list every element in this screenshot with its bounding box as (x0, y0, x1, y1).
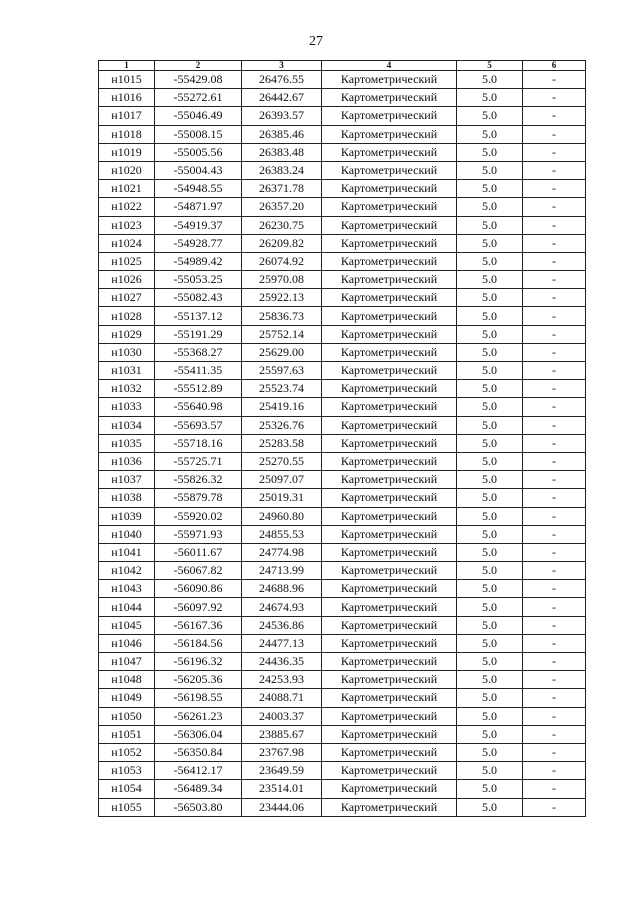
x-coordinate-cell: -54919.37 (155, 216, 242, 234)
table-row (99, 180, 586, 198)
x-coordinate-cell: -55137.12 (155, 307, 242, 325)
column-header: 5 (457, 61, 523, 71)
point-id-cell: н1019 (99, 143, 155, 161)
method-cell: Картометрический (322, 289, 457, 307)
table-row (99, 543, 586, 561)
x-coordinate-cell: -55693.57 (155, 416, 242, 434)
accuracy-cell: 5.0 (457, 580, 523, 598)
point-id-cell: н1036 (99, 452, 155, 470)
point-id-cell: н1023 (99, 216, 155, 234)
x-coordinate-cell: -55512.89 (155, 380, 242, 398)
table-row (99, 580, 586, 598)
table-row (99, 143, 586, 161)
point-id-cell: н1029 (99, 325, 155, 343)
y-coordinate-cell: 26393.57 (242, 107, 322, 125)
table-row (99, 216, 586, 234)
point-id-cell: н1021 (99, 180, 155, 198)
point-id-cell: н1051 (99, 725, 155, 743)
point-id-cell: н1048 (99, 671, 155, 689)
y-coordinate-cell: 26371.78 (242, 180, 322, 198)
note-cell: - (523, 271, 586, 289)
method-cell: Картометрический (322, 725, 457, 743)
accuracy-cell: 5.0 (457, 143, 523, 161)
x-coordinate-cell: -56184.56 (155, 634, 242, 652)
accuracy-cell: 5.0 (457, 289, 523, 307)
y-coordinate-cell: 24003.37 (242, 707, 322, 725)
x-coordinate-cell: -55053.25 (155, 271, 242, 289)
accuracy-cell: 5.0 (457, 216, 523, 234)
table-row (99, 598, 586, 616)
method-cell: Картометрический (322, 707, 457, 725)
method-cell: Картометрический (322, 362, 457, 380)
page-number: 27 (309, 34, 323, 49)
x-coordinate-cell: -56350.84 (155, 743, 242, 761)
note-cell: - (523, 616, 586, 634)
point-id-cell: н1024 (99, 234, 155, 252)
method-cell: Картометрический (322, 307, 457, 325)
accuracy-cell: 5.0 (457, 452, 523, 470)
point-id-cell: н1040 (99, 525, 155, 543)
note-cell: - (523, 543, 586, 561)
note-cell: - (523, 380, 586, 398)
method-cell: Картометрический (322, 671, 457, 689)
table-row (99, 271, 586, 289)
y-coordinate-cell: 25283.58 (242, 434, 322, 452)
method-cell: Картометрический (322, 380, 457, 398)
accuracy-cell: 5.0 (457, 307, 523, 325)
x-coordinate-cell: -54871.97 (155, 198, 242, 216)
table-row (99, 671, 586, 689)
method-cell: Картометрический (322, 743, 457, 761)
y-coordinate-cell: 24960.80 (242, 507, 322, 525)
y-coordinate-cell: 25752.14 (242, 325, 322, 343)
method-cell: Картометрический (322, 489, 457, 507)
y-coordinate-cell: 24253.93 (242, 671, 322, 689)
method-cell: Картометрический (322, 798, 457, 816)
method-cell: Картометрический (322, 234, 457, 252)
y-coordinate-cell: 24688.96 (242, 580, 322, 598)
method-cell: Картометрический (322, 216, 457, 234)
x-coordinate-cell: -56196.32 (155, 653, 242, 671)
point-id-cell: н1050 (99, 707, 155, 725)
method-cell: Картометрический (322, 507, 457, 525)
table-row (99, 362, 586, 380)
x-coordinate-cell: -55826.32 (155, 471, 242, 489)
accuracy-cell: 5.0 (457, 343, 523, 361)
y-coordinate-cell: 25922.13 (242, 289, 322, 307)
y-coordinate-cell: 26357.20 (242, 198, 322, 216)
x-coordinate-cell: -55879.78 (155, 489, 242, 507)
y-coordinate-cell: 23444.06 (242, 798, 322, 816)
point-id-cell: н1031 (99, 362, 155, 380)
point-id-cell: н1020 (99, 161, 155, 179)
table-row (99, 689, 586, 707)
y-coordinate-cell: 23767.98 (242, 743, 322, 761)
note-cell: - (523, 780, 586, 798)
note-cell: - (523, 161, 586, 179)
x-coordinate-cell: -55004.43 (155, 161, 242, 179)
accuracy-cell: 5.0 (457, 180, 523, 198)
y-coordinate-cell: 25326.76 (242, 416, 322, 434)
table-row (99, 252, 586, 270)
accuracy-cell: 5.0 (457, 362, 523, 380)
note-cell: - (523, 89, 586, 107)
y-coordinate-cell: 25523.74 (242, 380, 322, 398)
method-cell: Картометрический (322, 198, 457, 216)
table-row (99, 107, 586, 125)
accuracy-cell: 5.0 (457, 380, 523, 398)
table-body (99, 71, 586, 817)
column-header: 6 (523, 61, 586, 71)
x-coordinate-cell: -54989.42 (155, 252, 242, 270)
point-id-cell: н1026 (99, 271, 155, 289)
point-id-cell: н1017 (99, 107, 155, 125)
table-row (99, 562, 586, 580)
accuracy-cell: 5.0 (457, 798, 523, 816)
note-cell: - (523, 471, 586, 489)
table-row (99, 452, 586, 470)
point-id-cell: н1045 (99, 616, 155, 634)
method-cell: Картометрический (322, 143, 457, 161)
note-cell: - (523, 525, 586, 543)
table-row (99, 289, 586, 307)
point-id-cell: н1015 (99, 71, 155, 89)
accuracy-cell: 5.0 (457, 634, 523, 652)
note-cell: - (523, 252, 586, 270)
note-cell: - (523, 598, 586, 616)
note-cell: - (523, 434, 586, 452)
x-coordinate-cell: -55005.56 (155, 143, 242, 161)
accuracy-cell: 5.0 (457, 252, 523, 270)
method-cell: Картометрический (322, 634, 457, 652)
note-cell: - (523, 198, 586, 216)
point-id-cell: н1022 (99, 198, 155, 216)
accuracy-cell: 5.0 (457, 271, 523, 289)
accuracy-cell: 5.0 (457, 325, 523, 343)
y-coordinate-cell: 26385.46 (242, 125, 322, 143)
method-cell: Картометрический (322, 780, 457, 798)
point-id-cell: н1046 (99, 634, 155, 652)
accuracy-cell: 5.0 (457, 525, 523, 543)
table-row (99, 434, 586, 452)
table-header-row (99, 61, 586, 71)
note-cell: - (523, 562, 586, 580)
point-id-cell: н1033 (99, 398, 155, 416)
y-coordinate-cell: 25629.00 (242, 343, 322, 361)
note-cell: - (523, 216, 586, 234)
point-id-cell: н1027 (99, 289, 155, 307)
table-row (99, 507, 586, 525)
method-cell: Картометрический (322, 325, 457, 343)
table-row (99, 743, 586, 761)
coordinates-table (98, 60, 586, 817)
note-cell: - (523, 307, 586, 325)
note-cell: - (523, 71, 586, 89)
point-id-cell: н1047 (99, 653, 155, 671)
note-cell: - (523, 798, 586, 816)
method-cell: Картометрический (322, 653, 457, 671)
note-cell: - (523, 762, 586, 780)
point-id-cell: н1052 (99, 743, 155, 761)
x-coordinate-cell: -56489.34 (155, 780, 242, 798)
column-header: 2 (155, 61, 242, 71)
table-row (99, 489, 586, 507)
table-row (99, 707, 586, 725)
x-coordinate-cell: -56306.04 (155, 725, 242, 743)
y-coordinate-cell: 24477.13 (242, 634, 322, 652)
point-id-cell: н1042 (99, 562, 155, 580)
y-coordinate-cell: 25419.16 (242, 398, 322, 416)
point-id-cell: н1034 (99, 416, 155, 434)
note-cell: - (523, 507, 586, 525)
table-row (99, 398, 586, 416)
method-cell: Картометрический (322, 598, 457, 616)
note-cell: - (523, 325, 586, 343)
y-coordinate-cell: 25970.08 (242, 271, 322, 289)
point-id-cell: н1043 (99, 580, 155, 598)
table-row (99, 343, 586, 361)
method-cell: Картометрический (322, 452, 457, 470)
accuracy-cell: 5.0 (457, 762, 523, 780)
note-cell: - (523, 125, 586, 143)
y-coordinate-cell: 24774.98 (242, 543, 322, 561)
method-cell: Картометрический (322, 562, 457, 580)
note-cell: - (523, 489, 586, 507)
note-cell: - (523, 398, 586, 416)
method-cell: Картометрический (322, 71, 457, 89)
method-cell: Картометрический (322, 343, 457, 361)
point-id-cell: н1030 (99, 343, 155, 361)
method-cell: Картометрический (322, 125, 457, 143)
point-id-cell: н1035 (99, 434, 155, 452)
accuracy-cell: 5.0 (457, 125, 523, 143)
table-row (99, 780, 586, 798)
table-row (99, 89, 586, 107)
table-row (99, 525, 586, 543)
method-cell: Картометрический (322, 616, 457, 634)
method-cell: Картометрический (322, 271, 457, 289)
y-coordinate-cell: 23885.67 (242, 725, 322, 743)
note-cell: - (523, 671, 586, 689)
column-header: 4 (322, 61, 457, 71)
y-coordinate-cell: 24713.99 (242, 562, 322, 580)
accuracy-cell: 5.0 (457, 507, 523, 525)
y-coordinate-cell: 26230.75 (242, 216, 322, 234)
accuracy-cell: 5.0 (457, 161, 523, 179)
method-cell: Картометрический (322, 161, 457, 179)
method-cell: Картометрический (322, 434, 457, 452)
accuracy-cell: 5.0 (457, 198, 523, 216)
table-row (99, 198, 586, 216)
y-coordinate-cell: 23514.01 (242, 780, 322, 798)
method-cell: Картометрический (322, 89, 457, 107)
method-cell: Картометрический (322, 525, 457, 543)
x-coordinate-cell: -56067.82 (155, 562, 242, 580)
method-cell: Картометрический (322, 107, 457, 125)
accuracy-cell: 5.0 (457, 653, 523, 671)
method-cell: Картометрический (322, 762, 457, 780)
note-cell: - (523, 634, 586, 652)
table-row (99, 798, 586, 816)
method-cell: Картометрический (322, 689, 457, 707)
x-coordinate-cell: -56503.80 (155, 798, 242, 816)
x-coordinate-cell: -55971.93 (155, 525, 242, 543)
accuracy-cell: 5.0 (457, 707, 523, 725)
accuracy-cell: 5.0 (457, 471, 523, 489)
x-coordinate-cell: -55429.08 (155, 71, 242, 89)
x-coordinate-cell: -56011.67 (155, 543, 242, 561)
table-row (99, 125, 586, 143)
x-coordinate-cell: -55725.71 (155, 452, 242, 470)
x-coordinate-cell: -55191.29 (155, 325, 242, 343)
table-row (99, 380, 586, 398)
method-cell: Картометрический (322, 471, 457, 489)
note-cell: - (523, 416, 586, 434)
note-cell: - (523, 107, 586, 125)
accuracy-cell: 5.0 (457, 562, 523, 580)
method-cell: Картометрический (322, 416, 457, 434)
x-coordinate-cell: -55640.98 (155, 398, 242, 416)
note-cell: - (523, 452, 586, 470)
x-coordinate-cell: -54948.55 (155, 180, 242, 198)
table-row (99, 71, 586, 89)
x-coordinate-cell: -56097.92 (155, 598, 242, 616)
method-cell: Картометрический (322, 580, 457, 598)
x-coordinate-cell: -55368.27 (155, 343, 242, 361)
accuracy-cell: 5.0 (457, 689, 523, 707)
table-row (99, 762, 586, 780)
table-row (99, 234, 586, 252)
accuracy-cell: 5.0 (457, 780, 523, 798)
y-coordinate-cell: 24674.93 (242, 598, 322, 616)
x-coordinate-cell: -56205.36 (155, 671, 242, 689)
accuracy-cell: 5.0 (457, 598, 523, 616)
point-id-cell: н1041 (99, 543, 155, 561)
table-row (99, 634, 586, 652)
note-cell: - (523, 689, 586, 707)
y-coordinate-cell: 25019.31 (242, 489, 322, 507)
x-coordinate-cell: -56261.23 (155, 707, 242, 725)
note-cell: - (523, 343, 586, 361)
table-row (99, 325, 586, 343)
accuracy-cell: 5.0 (457, 616, 523, 634)
x-coordinate-cell: -55082.43 (155, 289, 242, 307)
point-id-cell: н1016 (99, 89, 155, 107)
column-header: 1 (99, 61, 155, 71)
accuracy-cell: 5.0 (457, 743, 523, 761)
table-row (99, 161, 586, 179)
accuracy-cell: 5.0 (457, 725, 523, 743)
note-cell: - (523, 725, 586, 743)
note-cell: - (523, 653, 586, 671)
point-id-cell: н1028 (99, 307, 155, 325)
point-id-cell: н1018 (99, 125, 155, 143)
x-coordinate-cell: -56412.17 (155, 762, 242, 780)
x-coordinate-cell: -55920.02 (155, 507, 242, 525)
method-cell: Картометрический (322, 398, 457, 416)
table-row (99, 416, 586, 434)
method-cell: Картометрический (322, 180, 457, 198)
y-coordinate-cell: 25836.73 (242, 307, 322, 325)
table-row (99, 307, 586, 325)
y-coordinate-cell: 24855.53 (242, 525, 322, 543)
note-cell: - (523, 234, 586, 252)
accuracy-cell: 5.0 (457, 543, 523, 561)
y-coordinate-cell: 24436.35 (242, 653, 322, 671)
table-row (99, 471, 586, 489)
note-cell: - (523, 143, 586, 161)
note-cell: - (523, 362, 586, 380)
x-coordinate-cell: -56090.86 (155, 580, 242, 598)
accuracy-cell: 5.0 (457, 89, 523, 107)
note-cell: - (523, 707, 586, 725)
accuracy-cell: 5.0 (457, 107, 523, 125)
point-id-cell: н1039 (99, 507, 155, 525)
x-coordinate-cell: -56198.55 (155, 689, 242, 707)
accuracy-cell: 5.0 (457, 71, 523, 89)
point-id-cell: н1049 (99, 689, 155, 707)
point-id-cell: н1055 (99, 798, 155, 816)
note-cell: - (523, 743, 586, 761)
accuracy-cell: 5.0 (457, 489, 523, 507)
y-coordinate-cell: 26209.82 (242, 234, 322, 252)
accuracy-cell: 5.0 (457, 434, 523, 452)
x-coordinate-cell: -55272.61 (155, 89, 242, 107)
x-coordinate-cell: -54928.77 (155, 234, 242, 252)
x-coordinate-cell: -55046.49 (155, 107, 242, 125)
point-id-cell: н1038 (99, 489, 155, 507)
note-cell: - (523, 180, 586, 198)
column-header: 3 (242, 61, 322, 71)
y-coordinate-cell: 24536.86 (242, 616, 322, 634)
note-cell: - (523, 289, 586, 307)
x-coordinate-cell: -55411.35 (155, 362, 242, 380)
table-row (99, 653, 586, 671)
method-cell: Картометрический (322, 252, 457, 270)
accuracy-cell: 5.0 (457, 416, 523, 434)
y-coordinate-cell: 24088.71 (242, 689, 322, 707)
y-coordinate-cell: 26383.24 (242, 161, 322, 179)
y-coordinate-cell: 26476.55 (242, 71, 322, 89)
accuracy-cell: 5.0 (457, 234, 523, 252)
y-coordinate-cell: 26383.48 (242, 143, 322, 161)
y-coordinate-cell: 25097.07 (242, 471, 322, 489)
table-row (99, 616, 586, 634)
point-id-cell: н1037 (99, 471, 155, 489)
point-id-cell: н1044 (99, 598, 155, 616)
y-coordinate-cell: 23649.59 (242, 762, 322, 780)
accuracy-cell: 5.0 (457, 398, 523, 416)
note-cell: - (523, 580, 586, 598)
y-coordinate-cell: 26074.92 (242, 252, 322, 270)
x-coordinate-cell: -55008.15 (155, 125, 242, 143)
y-coordinate-cell: 26442.67 (242, 89, 322, 107)
y-coordinate-cell: 25597.63 (242, 362, 322, 380)
point-id-cell: н1032 (99, 380, 155, 398)
accuracy-cell: 5.0 (457, 671, 523, 689)
y-coordinate-cell: 25270.55 (242, 452, 322, 470)
point-id-cell: н1053 (99, 762, 155, 780)
point-id-cell: н1054 (99, 780, 155, 798)
x-coordinate-cell: -56167.36 (155, 616, 242, 634)
x-coordinate-cell: -55718.16 (155, 434, 242, 452)
method-cell: Картометрический (322, 543, 457, 561)
table-row (99, 725, 586, 743)
point-id-cell: н1025 (99, 252, 155, 270)
